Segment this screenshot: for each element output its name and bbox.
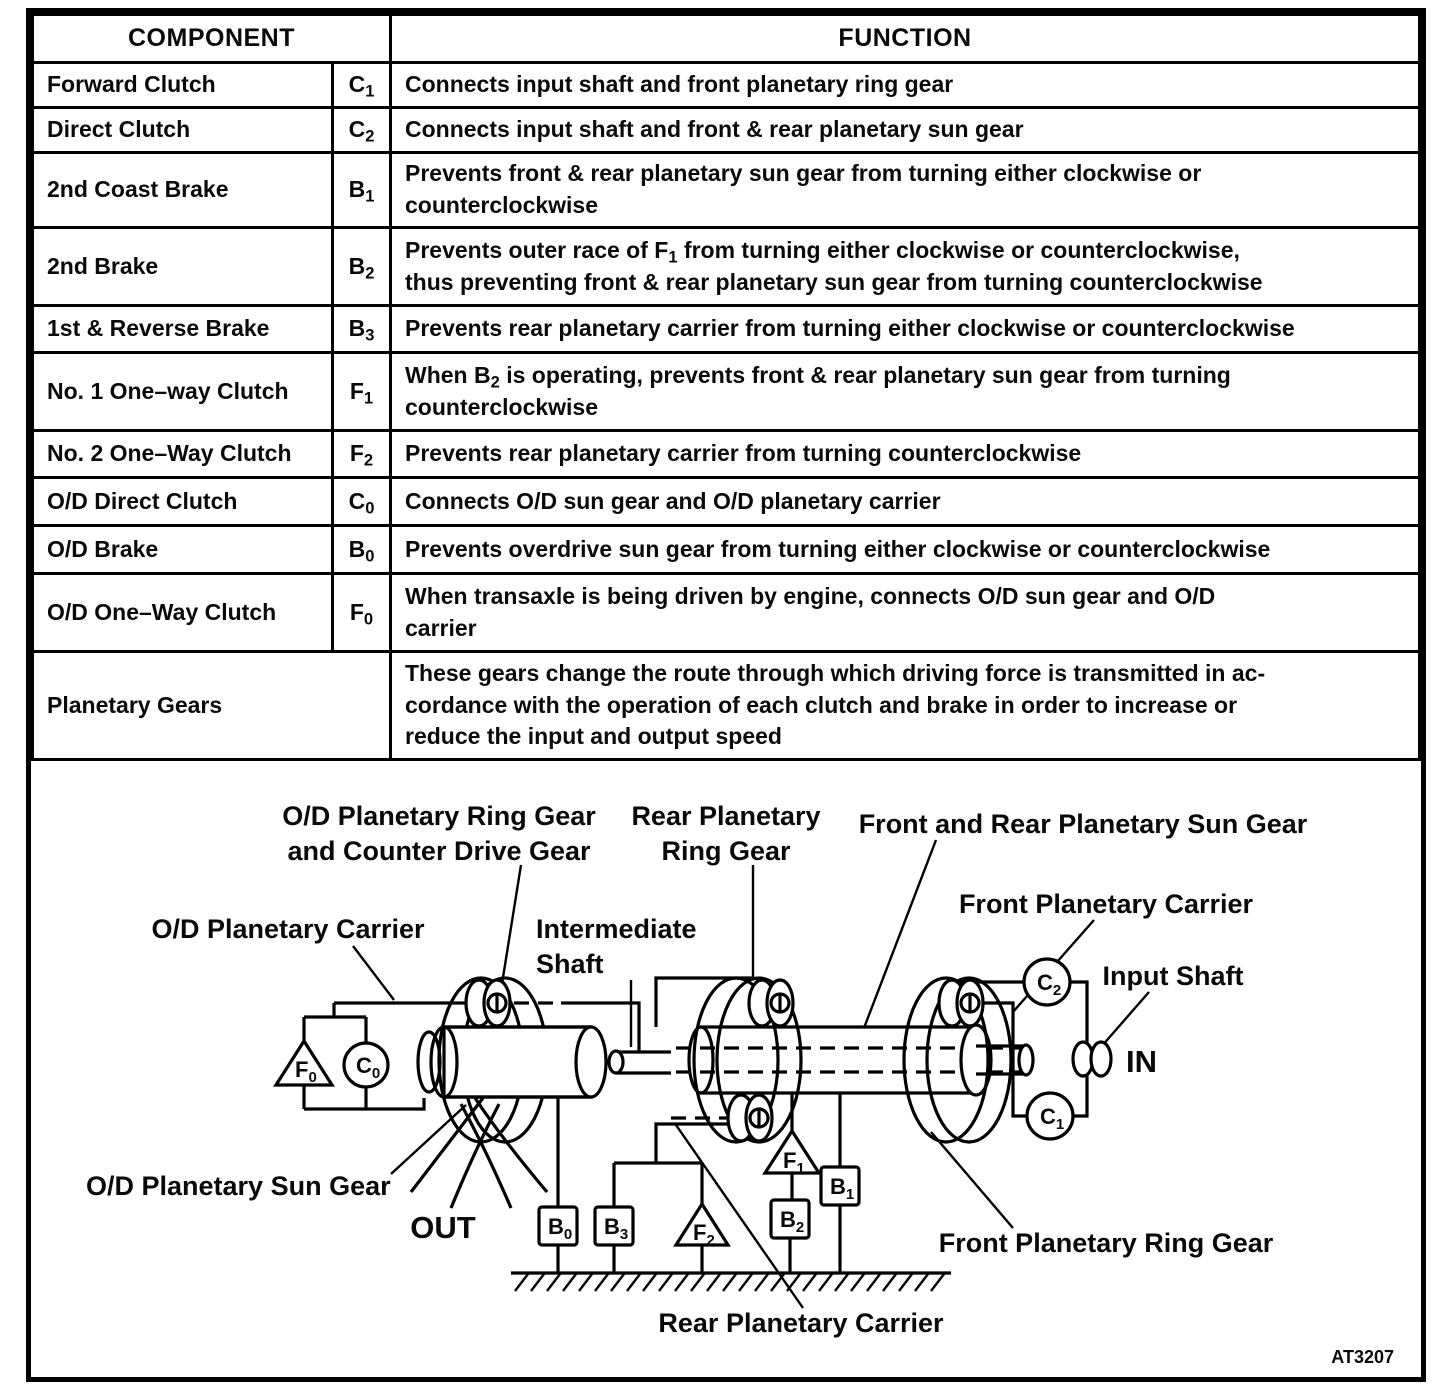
od-sun-gear-label: O/D Planetary Sun Gear <box>86 1171 391 1201</box>
intermediate-shaft <box>609 1051 623 1073</box>
device-c1 <box>1027 1093 1073 1139</box>
table-row <box>33 153 1420 228</box>
page-frame <box>26 8 1426 1382</box>
device-b1 <box>821 1167 859 1205</box>
sun-gear-label: Front and Rear Planetary Sun Gear <box>858 809 1308 839</box>
code-cell: $F_1$ <box>333 353 391 431</box>
f2-label: $F_2$ <box>693 1220 715 1249</box>
component-cell: Forward Clutch <box>33 63 333 108</box>
device-b3 <box>595 1207 633 1245</box>
table-row <box>33 108 1420 153</box>
code-cell: $B_2$ <box>333 228 391 306</box>
c0-label: $C_0$ <box>356 1053 381 1082</box>
b3-label: $B_3$ <box>604 1214 629 1243</box>
function-cell: These gears change the route through which driving force is transmitted in ac- cordance with the operation of each clutch and brake in order to increase or reduce the input and output speed <box>391 652 1420 760</box>
function-cell: Prevents rear planetary carrier from turning counterclockwise <box>391 431 1420 478</box>
c2-label: $C_2$ <box>1037 970 1062 999</box>
function-cell: When transaxle is being driven by engine, connects O/D sun gear and O/D carrier <box>391 574 1420 652</box>
rear-carrier-label: Rear Planetary Carrier <box>658 1308 944 1338</box>
front-carrier-label: Front Planetary Carrier <box>958 889 1254 919</box>
schematic-svg <box>31 760 1421 1378</box>
od-carrier-label: O/D Planetary Carrier <box>151 914 425 944</box>
b1-label: $B_1$ <box>830 1174 855 1203</box>
od-ring-gear-label-line1: O/D Planetary Ring Gear <box>282 801 596 831</box>
component-cell: No. 1 One–way Clutch <box>33 353 333 431</box>
b2-label: $B_2$ <box>780 1207 805 1236</box>
table-header-row <box>33 15 1420 63</box>
figure-code: AT3207 <box>1331 1347 1394 1367</box>
component-function-table <box>31 13 1421 761</box>
function-cell: Connects input shaft and front planetary ring gear <box>391 63 1420 108</box>
table-row <box>33 652 1420 760</box>
device-f0 <box>276 1041 332 1086</box>
transaxle-schematic <box>31 760 1421 1378</box>
component-cell: 2nd Coast Brake <box>33 153 333 228</box>
table-row <box>33 478 1420 526</box>
component-cell: Planetary Gears <box>33 652 391 760</box>
input-shaft-label: Input Shaft <box>1102 961 1244 991</box>
component-cell: No. 2 One–Way Clutch <box>33 431 333 478</box>
od-ring-gear-label-line2: and Counter Drive Gear <box>287 836 591 866</box>
table-row <box>33 526 1420 574</box>
component-cell: O/D Brake <box>33 526 333 574</box>
table-row <box>33 431 1420 478</box>
function-cell: Connects O/D sun gear and O/D planetary carrier <box>391 478 1420 526</box>
code-cell: $F_2$ <box>333 431 391 478</box>
code-cell: $B_1$ <box>333 153 391 228</box>
table-row <box>33 574 1420 652</box>
device-b0 <box>539 1207 577 1245</box>
function-cell: Prevents rear planetary carrier from turning either clockwise or counterclockwise <box>391 306 1420 353</box>
table-row <box>33 228 1420 306</box>
front-ring-gear-label: Front Planetary Ring Gear <box>938 1228 1274 1258</box>
function-cell: Connects input shaft and front & rear planetary sun gear <box>391 108 1420 153</box>
rear-ring-gear-label-line2: Ring Gear <box>661 836 791 866</box>
device-b2 <box>771 1200 809 1238</box>
device-c0 <box>344 1043 388 1087</box>
component-cell: O/D Direct Clutch <box>33 478 333 526</box>
table-row <box>33 63 1420 108</box>
code-cell: $B_0$ <box>333 526 391 574</box>
function-cell: Prevents front & rear planetary sun gear from turning either clockwise or counterclockwise <box>391 153 1420 228</box>
input-shaft-stub <box>1073 1042 1111 1076</box>
device-f2 <box>676 1204 728 1249</box>
component-cell: 2nd Brake <box>33 228 333 306</box>
code-cell: $C_1$ <box>333 63 391 108</box>
function-cell: Prevents outer race of $F_1$ from turning either clockwise or counterclockwise, thus preventing front & rear planetary sun gear from turning counterclockwise <box>391 228 1420 306</box>
function-cell: Prevents overdrive sun gear from turning either clockwise or counterclockwise <box>391 526 1420 574</box>
main-shaft <box>689 1025 1033 1095</box>
code-cell: $C_0$ <box>333 478 391 526</box>
rear-planetary-gearset <box>694 978 801 1142</box>
table-row <box>33 353 1420 431</box>
function-cell: When $B_2$ is operating, prevents front & rear planetary sun gear from turning counterclockwise <box>391 353 1420 431</box>
f0-label: $F_0$ <box>295 1057 317 1086</box>
component-cell: Direct Clutch <box>33 108 333 153</box>
out-label: OUT <box>410 1210 476 1245</box>
rear-ring-gear-label-line1: Rear Planetary <box>631 801 821 831</box>
table-row <box>33 306 1420 353</box>
b0-label: $B_0$ <box>548 1214 573 1243</box>
intermediate-shaft-label-line2: Shaft <box>536 949 604 979</box>
in-label: IN <box>1126 1044 1157 1079</box>
intermediate-shaft-label-line1: Intermediate <box>536 914 697 944</box>
function-header: FUNCTION <box>391 15 1420 63</box>
f1-label: $F_1$ <box>783 1148 805 1177</box>
code-cell: $B_3$ <box>333 306 391 353</box>
component-cell: O/D One–Way Clutch <box>33 574 333 652</box>
ground <box>511 1273 951 1291</box>
component-cell: 1st & Reverse Brake <box>33 306 333 353</box>
c1-label: $C_1$ <box>1040 1104 1065 1133</box>
code-cell: $C_2$ <box>333 108 391 153</box>
od-planetary-gearset <box>411 978 606 1208</box>
component-header: COMPONENT <box>33 15 391 63</box>
device-c2 <box>1024 959 1070 1005</box>
code-cell: $F_0$ <box>333 574 391 652</box>
